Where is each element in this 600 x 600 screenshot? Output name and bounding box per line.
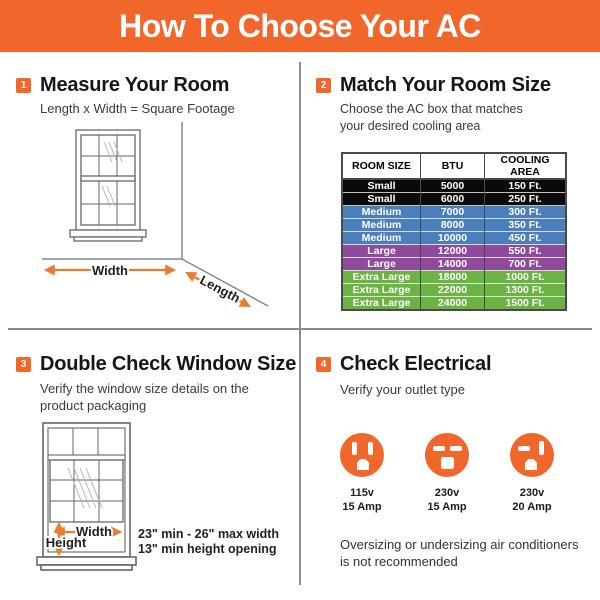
table-row [342, 206, 566, 219]
window-size-illustration [10, 410, 300, 585]
outlet-label-2 [407, 486, 487, 514]
step-2-subtext-line1: Choose the AC box that matches [340, 102, 523, 116]
window-size-note-line2: 13" min height opening [138, 542, 277, 556]
cell-btu: 10000 [421, 232, 485, 245]
table-row [342, 193, 566, 206]
cell-area: 550 Ft. [485, 245, 567, 258]
cell-size: Extra Large [342, 297, 421, 311]
step-3-subtext [40, 380, 249, 414]
cell-btu: 8000 [421, 219, 485, 232]
outlet-230v-15amp-icon [425, 433, 469, 477]
table-row [342, 297, 566, 311]
table-row [342, 232, 566, 245]
cell-btu: 14000 [421, 258, 485, 271]
cell-area: 1000 Ft. [485, 271, 567, 284]
width-label: Width [92, 263, 128, 278]
step-4-subtext: Verify your outlet type [340, 382, 466, 397]
step-1-subtext: Length x Width = Square Footage [40, 101, 235, 116]
cell-size: Large [342, 245, 421, 258]
outlet-label-1 [322, 486, 402, 514]
col-header-btu: BTU [421, 153, 485, 179]
cell-area: 1500 Ft. [485, 297, 567, 311]
cell-btu: 12000 [421, 245, 485, 258]
step-1-heading: Measure Your Room [40, 74, 230, 96]
table-row [342, 258, 566, 271]
window-drawing [70, 130, 146, 241]
sizing-warning-line2: is not recommended [340, 554, 458, 569]
cell-size: Large [342, 258, 421, 271]
cell-size: Medium [342, 219, 421, 232]
step-2-badge: 2 [316, 78, 331, 93]
step-2-subtext [340, 101, 523, 135]
table-row [342, 271, 566, 284]
cell-size: Extra Large [342, 284, 421, 297]
outlet-230v-20amp-icon [510, 433, 554, 477]
cell-area: 300 Ft. [485, 206, 567, 219]
step-3-subtext-line1: Verify the window size details on the [40, 381, 249, 396]
step-4-badge: 4 [316, 357, 331, 372]
cell-btu: 6000 [421, 193, 485, 206]
window-size-note-line1: 23" min - 26" max width [138, 527, 280, 541]
cell-size: Medium [342, 232, 421, 245]
col-header-cooling-area: COOLING AREA [485, 153, 567, 179]
outlet-2-amp: 15 Amp [427, 501, 467, 513]
cell-btu: 7000 [421, 206, 485, 219]
cell-size: Medium [342, 206, 421, 219]
cell-area: 250 Ft. [485, 193, 567, 206]
outlet-1-voltage: 115v [350, 487, 374, 499]
table-row [342, 245, 566, 258]
cell-btu: 5000 [421, 179, 485, 193]
step-1-badge: 1 [16, 78, 31, 93]
cell-area: 450 Ft. [485, 232, 567, 245]
room-measure-illustration [0, 120, 300, 325]
cell-area: 700 Ft. [485, 258, 567, 271]
cell-size: Extra Large [342, 271, 421, 284]
window-width-label: Width [76, 524, 112, 539]
header-banner [0, 0, 600, 52]
table-row [342, 219, 566, 232]
table-row [342, 284, 566, 297]
outlet-label-3 [492, 486, 572, 514]
width-arrow [46, 263, 174, 278]
horizontal-divider [8, 328, 592, 330]
sizing-warning-note [340, 536, 578, 570]
step-3-heading: Double Check Window Size [40, 353, 297, 375]
table-row [342, 179, 566, 193]
length-arrow [187, 272, 249, 306]
cell-btu: 22000 [421, 284, 485, 297]
outlet-2-voltage: 230v [434, 487, 460, 499]
table-header-row [342, 153, 566, 179]
step-2-subtext-line2: your desired cooling area [340, 119, 481, 133]
page-title: How To Choose Your AC [119, 7, 481, 44]
cell-area: 1300 Ft. [485, 284, 567, 297]
outlet-3-amp: 20 Amp [512, 501, 552, 513]
window-height-label: Height [45, 535, 87, 550]
outlet-115v-15amp-icon [340, 433, 384, 477]
cell-size: Small [342, 193, 421, 206]
cell-area: 150 Ft. [485, 179, 567, 193]
btu-sizing-table [341, 152, 567, 311]
cell-btu: 24000 [421, 297, 485, 311]
cell-area: 350 Ft. [485, 219, 567, 232]
outlet-1-amp: 15 Amp [342, 501, 382, 513]
col-header-room-size: ROOM SIZE [342, 153, 421, 179]
sizing-warning-line1: Oversizing or undersizing air conditioners [340, 537, 579, 552]
step-3-subtext-line2: product packaging [40, 398, 147, 413]
length-label: Length [197, 272, 243, 306]
step-3-badge: 3 [16, 357, 31, 372]
step-2-heading: Match Your Room Size [340, 74, 551, 96]
cell-size: Small [342, 179, 421, 193]
cell-btu: 18000 [421, 271, 485, 284]
outlet-3-voltage: 230v [519, 487, 545, 499]
step-4-heading: Check Electrical [340, 353, 492, 375]
